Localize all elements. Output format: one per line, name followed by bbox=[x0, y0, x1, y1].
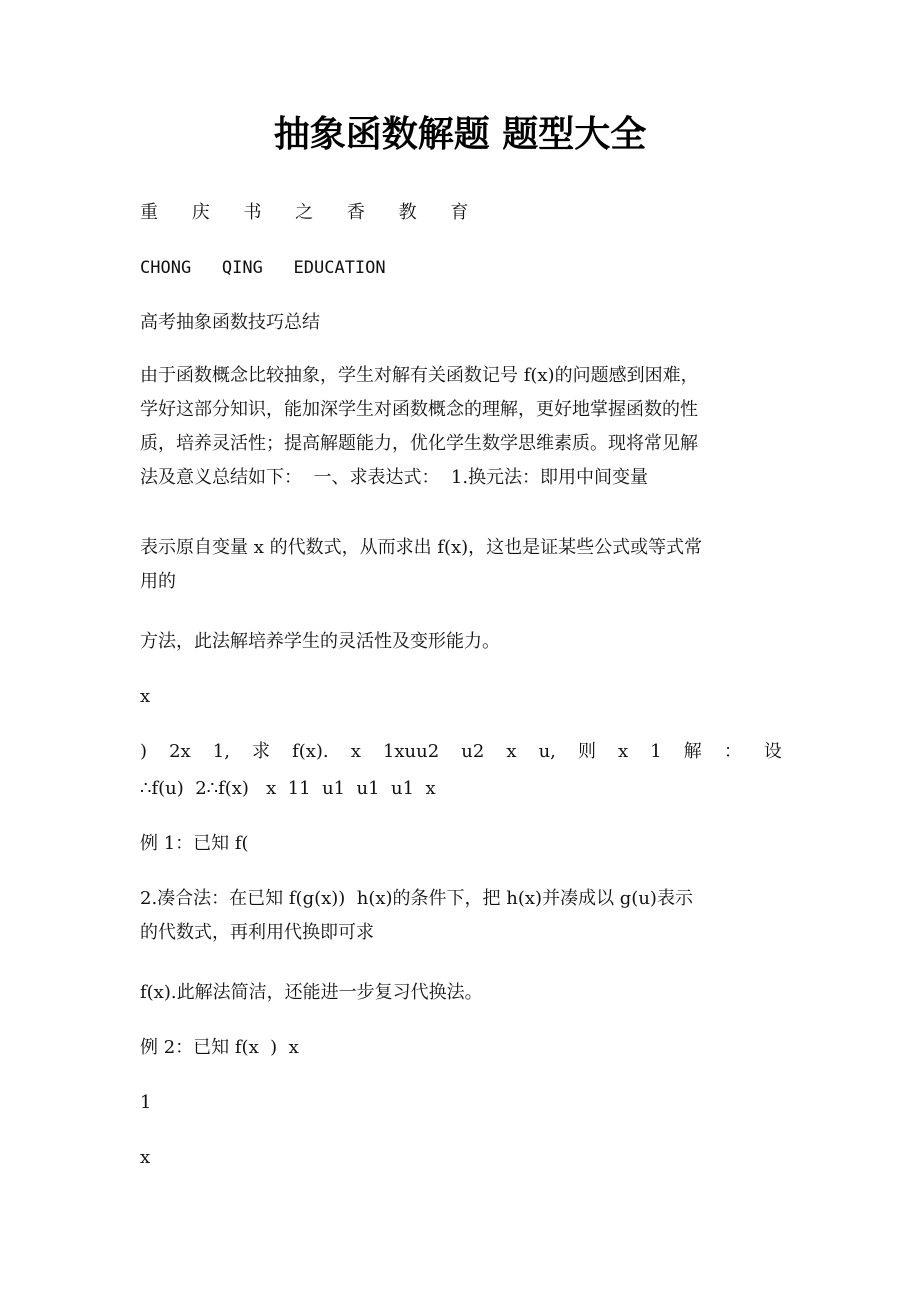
document-title: 抽象函数解题 题型大全 bbox=[273, 114, 647, 155]
intro-paragraph bbox=[140, 359, 782, 495]
formula-token: u2 bbox=[461, 741, 485, 762]
formula-token: f(x). bbox=[292, 741, 329, 762]
intro-line: 质，培养灵活性；提高解题能力，优化学生数学思维素质。现将常见解 bbox=[140, 433, 698, 454]
formula-fragment-x-bottom: x bbox=[140, 1147, 151, 1168]
example-2-label: 例 2：已知 f(x ) x bbox=[140, 1037, 299, 1058]
example-1-label: 例 1：已知 f( bbox=[140, 833, 249, 854]
formula-token: ) bbox=[140, 741, 148, 762]
intro-line: 法及意义总结如下： 一、求表达式： 1.换元法：即用中间变量 bbox=[140, 467, 649, 488]
substitution-paragraph bbox=[140, 531, 782, 599]
formula-token: 1, bbox=[212, 741, 230, 762]
formula-token: x bbox=[618, 741, 629, 762]
formula-token: 则 bbox=[577, 741, 596, 762]
formula-token: u, bbox=[538, 741, 556, 762]
combination-method-note: f(x).此解法简洁，还能进一步复习代换法。 bbox=[140, 982, 483, 1003]
formula-token: 设 bbox=[763, 741, 782, 762]
paragraph-line: 的代数式，再利用代换即可求 bbox=[140, 922, 374, 943]
org-name-cn: 重 庆 书 之 香 教 育 bbox=[140, 202, 483, 223]
formula-fragment-one: 1 bbox=[140, 1092, 152, 1113]
formula-fragment-x: x bbox=[140, 686, 151, 707]
combination-method-paragraph bbox=[140, 882, 782, 950]
paragraph-line: 2.凑合法：在已知 f(g(x)) h(x)的条件下，把 h(x)并凑成以 g(u)表示 bbox=[140, 888, 693, 909]
formula-token: 2x bbox=[169, 741, 191, 762]
formula-token: x bbox=[350, 741, 361, 762]
paragraph-line: 表示原自变量 x 的代数式，从而求出 f(x)，这也是证某些公式或等式常 bbox=[140, 537, 703, 558]
intro-line: 由于函数概念比较抽象，学生对解有关函数记号 f(x)的问题感到困难， bbox=[140, 365, 699, 386]
formula-token: 1xuu2 bbox=[382, 741, 440, 762]
formula-row-1 bbox=[140, 735, 782, 769]
formula-row-2: ∴f(u) 2∴f(x) x 11 u1 u1 u1 x bbox=[140, 778, 436, 799]
formula-token: ： bbox=[723, 741, 742, 762]
formula-token: 解 bbox=[683, 741, 702, 762]
formula-token: 求 bbox=[252, 741, 271, 762]
section-heading: 高考抽象函数技巧总结 bbox=[140, 312, 320, 333]
paragraph-line: 用的 bbox=[140, 571, 176, 592]
org-name-en: CHONG QING EDUCATION bbox=[140, 258, 386, 278]
formula-token: x bbox=[506, 741, 517, 762]
formula-token: 1 bbox=[650, 741, 662, 762]
intro-line: 学好这部分知识，能加深学生对函数概念的理解，更好地掌握函数的性 bbox=[140, 399, 698, 420]
method-note: 方法，此法解培养学生的灵活性及变形能力。 bbox=[140, 631, 500, 652]
